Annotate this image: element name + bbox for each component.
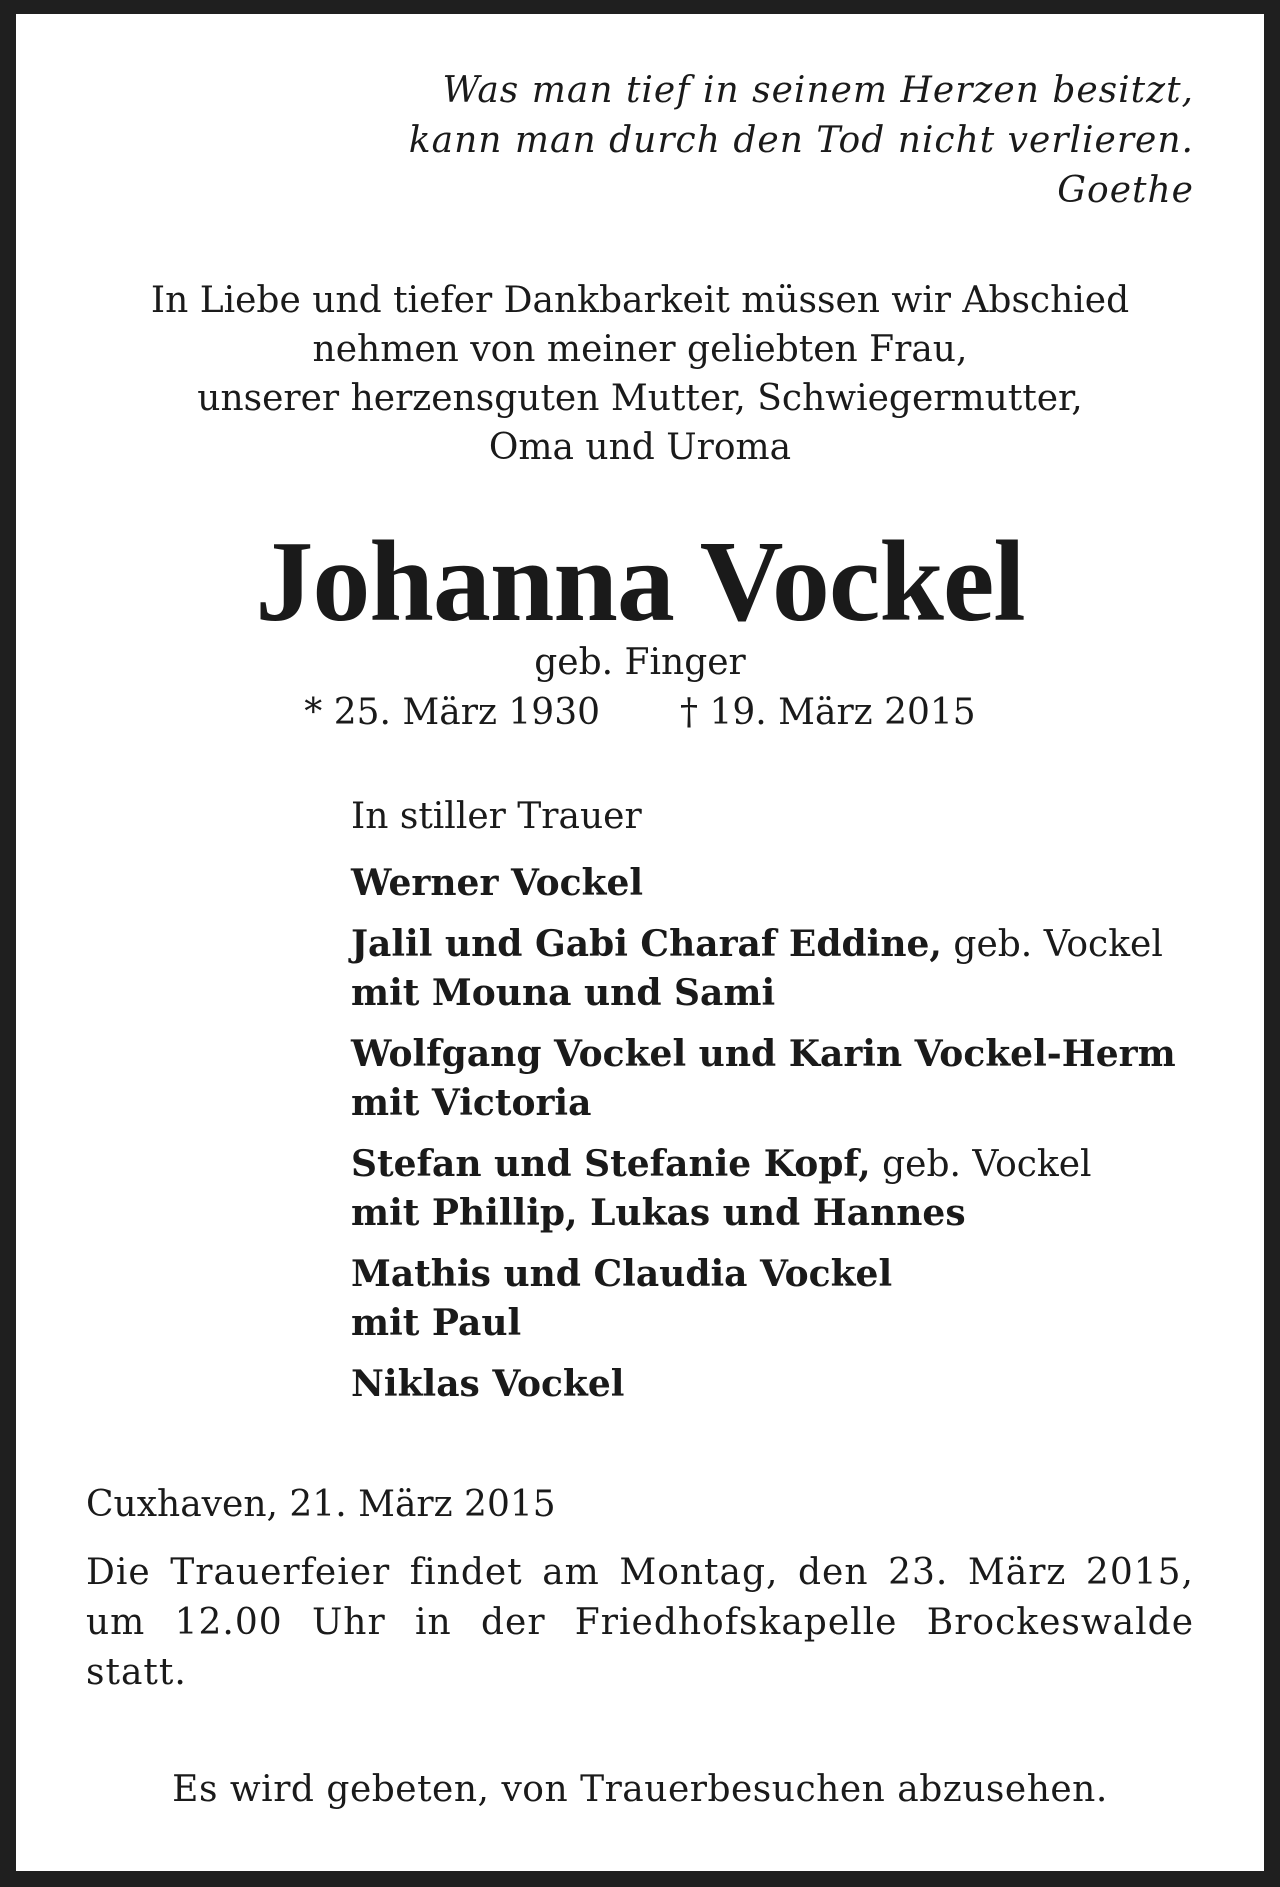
mourner-group	[351, 1030, 1201, 1128]
visit-request: Es wird gebeten, von Trauerbesuchen abzusehen.	[172, 1769, 1108, 1810]
place-and-date: Cuxhaven, 21. März 2015	[86, 1484, 556, 1525]
mourner-name: Jalil und Gabi Charaf Eddine,	[351, 923, 942, 965]
mourners-list	[351, 792, 1201, 1421]
mourning-lead: In stiller Trauer	[351, 796, 642, 837]
mourner-name: Werner Vockel	[351, 862, 644, 904]
mourner-name: mit Phillip, Lukas und Hannes	[351, 1192, 966, 1234]
intro-line: Oma und Uroma	[488, 427, 792, 468]
intro-text	[0, 276, 1280, 472]
mourner-group	[351, 859, 1201, 908]
epigraph-quote	[294, 66, 1194, 216]
quote-line: kann man durch den Tod nicht verlieren.	[408, 120, 1194, 161]
mourner-line	[351, 920, 1201, 969]
mourner-line	[351, 1030, 1201, 1079]
mourner-group	[351, 1360, 1201, 1409]
mourner-name: Stefan und Stefanie Kopf,	[351, 1143, 871, 1185]
birth-date: * 25. März 1930	[304, 692, 600, 733]
mourner-group	[351, 1140, 1201, 1238]
mourner-name: mit Victoria	[351, 1082, 592, 1124]
mourner-group	[351, 1250, 1201, 1348]
mourner-name: Niklas Vockel	[351, 1363, 625, 1405]
mourner-line	[351, 1360, 1201, 1409]
mourner-name: mit Mouna und Sami	[351, 972, 776, 1014]
intro-line: In Liebe und tiefer Dankbarkeit müssen wir Abschied	[150, 280, 1130, 321]
mourner-name: Mathis und Claudia Vockel	[351, 1253, 893, 1295]
mourner-note: geb. Vockel	[941, 924, 1163, 965]
death-date: † 19. März 2015	[680, 692, 976, 733]
mourner-line	[351, 859, 1201, 908]
quote-author: Goethe	[1057, 170, 1194, 211]
birth-name: geb. Finger	[534, 642, 746, 683]
mourner-line	[351, 1189, 1201, 1238]
mourner-line	[351, 1079, 1201, 1128]
mourner-line	[351, 969, 1201, 1018]
mourner-note: geb. Vockel	[870, 1144, 1092, 1185]
life-dates	[0, 690, 1280, 736]
mourner-line	[351, 1299, 1201, 1348]
intro-line: unserer herzensguten Mutter, Schwiegermutter,	[197, 378, 1083, 419]
mourner-name: Wolfgang Vockel und Karin Vockel-Herm	[351, 1033, 1176, 1075]
deceased-name: Johanna Vockel	[255, 518, 1025, 646]
funeral-info: Die Trauerfeier findet am Montag, den 23. März 2015, um 12.00 Uhr in der Friedhofskapelle Brockeswalde statt.	[86, 1552, 1194, 1693]
quote-line: Was man tief in seinem Herzen besitzt,	[442, 70, 1194, 111]
mourner-name: mit Paul	[351, 1302, 522, 1344]
mourner-line	[351, 1140, 1201, 1189]
mourner-line	[351, 1250, 1201, 1299]
mourner-group	[351, 920, 1201, 1018]
intro-line: nehmen von meiner geliebten Frau,	[312, 329, 968, 370]
